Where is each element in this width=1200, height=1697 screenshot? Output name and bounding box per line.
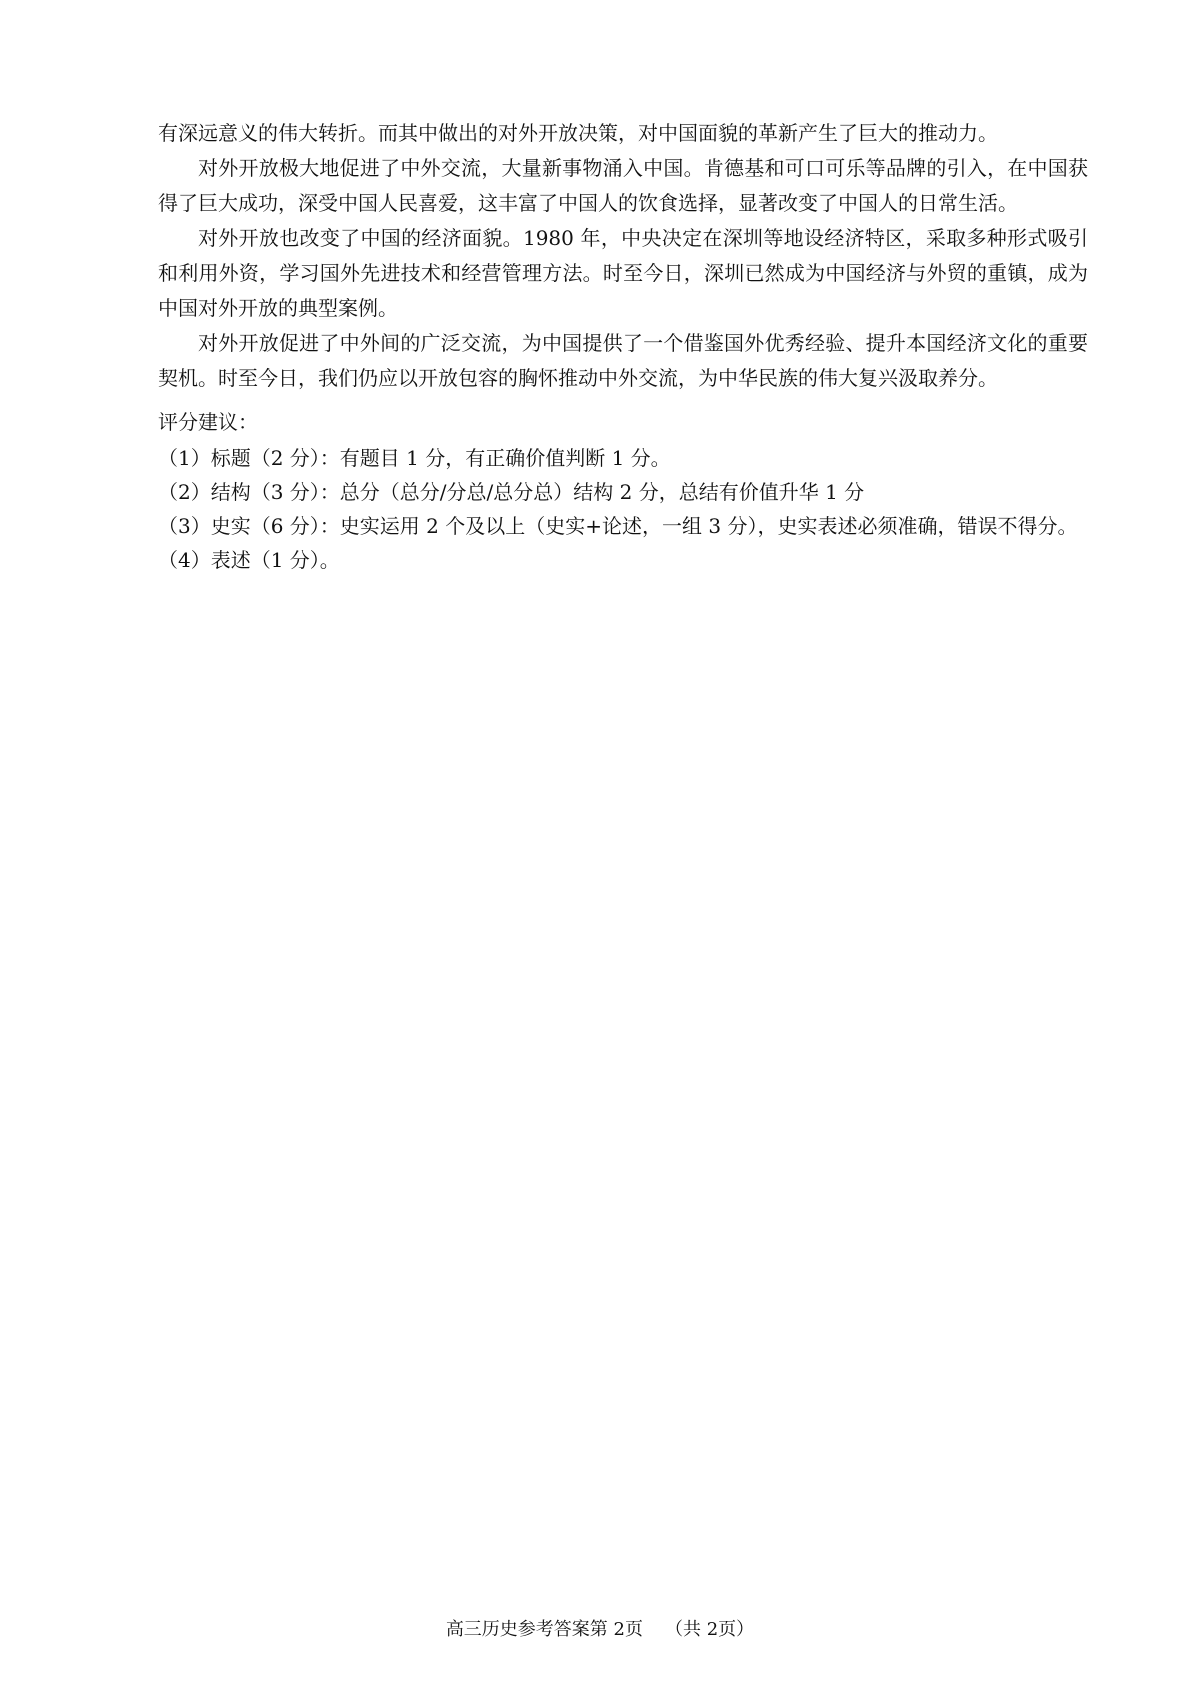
scoring-item-facts: （3）史实（6 分）：史实运用 2 个及以上（史实+论述，一组 3 分），史实表述必须准确，错误不得分。 — [158, 514, 1078, 538]
essay-paragraph-2: 对外开放极大地促进了中外交流，大量新事物涌入中国。肯德基和可口可乐等品牌的引入，在中国获得了巨大成功，深受中国人民喜爱，这丰富了中国人的饮食选择，显著改变了中国人的日常生活。 — [158, 156, 1088, 215]
scoring-item-expression: （4）表述（1 分）。 — [158, 548, 340, 572]
essay-paragraph-1: 有深远意义的伟大转折。而其中做出的对外开放决策，对中国面貌的革新产生了巨大的推动力。 — [158, 121, 998, 145]
scoring-heading: 评分建议： — [158, 410, 258, 434]
footer-page-label: 高三历史参考答案第 2页 — [445, 1619, 643, 1640]
scoring-item-title: （1）标题（2 分）：有题目 1 分，有正确价值判断 1 分。 — [158, 446, 671, 470]
page-footer — [0, 1618, 1200, 1642]
essay-paragraph-4: 对外开放促进了中外间的广泛交流，为中国提供了一个借鉴国外优秀经验、提升本国经济文化的重要契机。时至今日，我们仍应以开放包容的胸怀推动中外交流，为中华民族的伟大复兴汲取养分。 — [158, 331, 1088, 390]
essay-paragraph-3: 对外开放也改变了中国的经济面貌。1980 年，中央决定在深圳等地设经济特区，采取多种形式吸引和利用外资，学习国外先进技术和经营管理方法。时至今日，深圳已然成为中国经济与外贸的重镇，成为中国对外开放的典型案例。 — [158, 226, 1088, 320]
scoring-suggestions — [158, 405, 1088, 577]
model-essay — [158, 116, 1088, 396]
scoring-item-structure: （2）结构（3 分）：总分（总分/分总/总分总）结构 2 分，总结有价值升华 1 分 — [158, 480, 865, 504]
footer-total-label: （共 2页） — [665, 1619, 755, 1640]
